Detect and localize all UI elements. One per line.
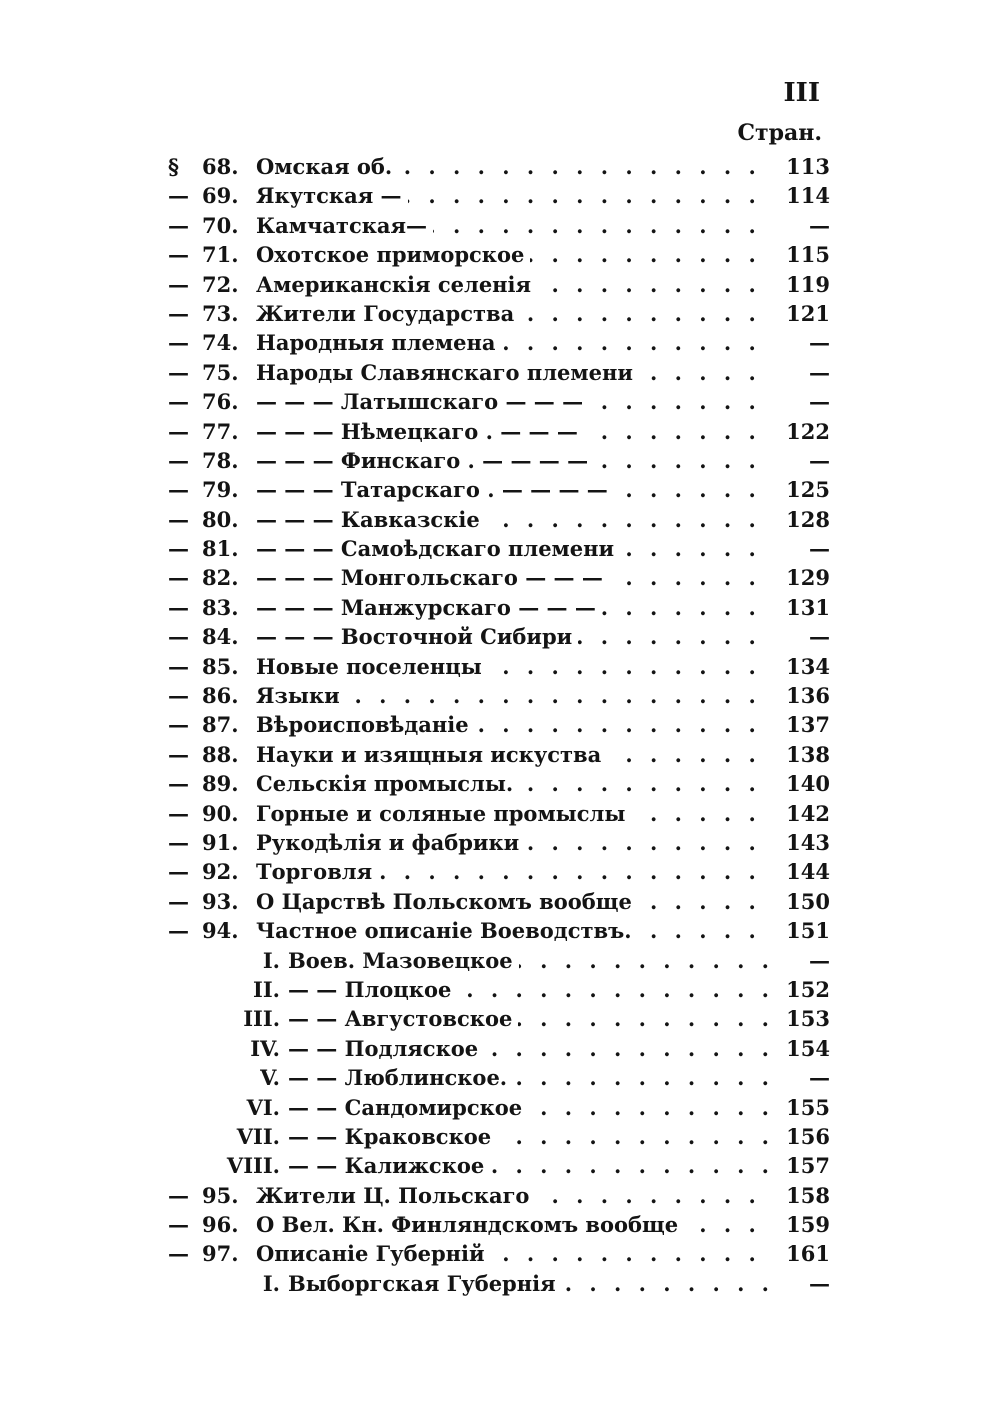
toc-title: Науки и изящныя искуства bbox=[256, 742, 607, 767]
toc-subentry bbox=[220, 946, 772, 975]
toc-entry bbox=[168, 622, 830, 651]
toc-title-cell bbox=[256, 1210, 772, 1239]
toc-entry bbox=[168, 152, 830, 181]
toc-mark: — bbox=[168, 565, 189, 591]
toc-page-number: — bbox=[809, 359, 830, 385]
toc-page-number: — bbox=[809, 1065, 830, 1091]
toc-mark: — bbox=[168, 888, 189, 914]
toc-entry bbox=[168, 563, 830, 592]
toc-entry bbox=[168, 270, 830, 299]
toc-subentry bbox=[220, 1122, 772, 1151]
toc-title-cell bbox=[256, 181, 772, 210]
toc-page-number: 161 bbox=[786, 1241, 830, 1267]
toc-entry bbox=[168, 857, 830, 886]
toc-title: Камчатская— bbox=[256, 213, 433, 238]
toc-title: Языки bbox=[256, 683, 346, 708]
toc-roman-numeral: VII. bbox=[236, 1123, 280, 1149]
toc-title: — — — Самоѣдскаго племени bbox=[256, 536, 620, 561]
toc-title-cell bbox=[256, 1239, 772, 1268]
toc-entry bbox=[168, 1122, 830, 1151]
toc-subentry bbox=[220, 1063, 772, 1092]
toc-section-number: 72. bbox=[202, 271, 239, 297]
toc-subentry bbox=[220, 1269, 772, 1298]
toc-entry bbox=[168, 946, 830, 975]
toc-section-number: 84. bbox=[202, 624, 239, 650]
toc-title: Новые поселенцы bbox=[256, 654, 488, 679]
toc-entry bbox=[168, 475, 830, 504]
toc-entry bbox=[168, 1181, 830, 1210]
toc-entry bbox=[168, 1034, 830, 1063]
toc-title-cell bbox=[256, 710, 772, 739]
toc-title-cell bbox=[256, 593, 772, 622]
toc-roman-numeral: VIII. bbox=[226, 1153, 280, 1179]
toc-title: — — — Татарскаго . — — — — bbox=[256, 477, 614, 502]
toc-title-cell bbox=[256, 799, 772, 828]
toc-title-cell bbox=[256, 211, 772, 240]
toc-entry bbox=[168, 299, 830, 328]
toc-title: — — Люблинское. bbox=[288, 1065, 508, 1091]
toc-title-cell bbox=[256, 505, 772, 534]
toc-title: Вѣроисповѣданіе bbox=[256, 712, 475, 737]
toc-title-cell bbox=[256, 446, 772, 475]
toc-page-number: — bbox=[809, 947, 830, 973]
toc-entry bbox=[168, 681, 830, 710]
toc-page-number: — bbox=[809, 1270, 830, 1296]
toc-title: Сельскія промыслы. bbox=[256, 771, 519, 796]
toc-entry bbox=[168, 1269, 830, 1298]
toc-page-number: 125 bbox=[786, 477, 830, 503]
toc-mark: — bbox=[168, 683, 189, 709]
toc-mark: § bbox=[168, 154, 179, 179]
toc-mark: — bbox=[168, 741, 189, 767]
toc-mark: — bbox=[168, 1182, 189, 1208]
toc-entry bbox=[168, 652, 830, 681]
toc-section-number: 79. bbox=[202, 477, 239, 503]
toc-page-number: 159 bbox=[786, 1212, 830, 1238]
toc-section-number: 90. bbox=[202, 800, 239, 826]
toc-mark: — bbox=[168, 330, 189, 356]
toc-page-number: 140 bbox=[786, 771, 830, 797]
toc-entry bbox=[168, 1210, 830, 1239]
toc-entry bbox=[168, 1063, 830, 1092]
toc-page-number: 154 bbox=[786, 1035, 830, 1061]
toc-section-number: 93. bbox=[202, 888, 239, 914]
toc-section-number: 92. bbox=[202, 859, 239, 885]
toc-section-number: 88. bbox=[202, 741, 239, 767]
toc-section-number: 89. bbox=[202, 771, 239, 797]
toc-subentry bbox=[220, 1034, 772, 1063]
toc-section-number: 87. bbox=[202, 712, 239, 738]
table-of-contents bbox=[168, 152, 830, 1298]
page-column-header: Стран. bbox=[737, 120, 822, 146]
toc-title: Рукодѣлія и фабрики bbox=[256, 830, 525, 855]
toc-page-number: 129 bbox=[786, 565, 830, 591]
toc-mark: — bbox=[168, 183, 189, 209]
toc-title-cell bbox=[256, 857, 772, 886]
toc-title: Частное описаніе Воеводствъ. bbox=[256, 918, 638, 943]
toc-mark: — bbox=[168, 771, 189, 797]
toc-page-number: 150 bbox=[786, 888, 830, 914]
toc-title: Народы Славянскаго племени bbox=[256, 360, 639, 385]
toc-entry bbox=[168, 1004, 830, 1033]
toc-mark: — bbox=[168, 1212, 189, 1238]
toc-title: — — Калижское bbox=[288, 1153, 485, 1179]
toc-page-number: 144 bbox=[786, 859, 830, 885]
toc-mark: — bbox=[168, 800, 189, 826]
toc-title-cell bbox=[256, 681, 772, 710]
toc-mark: — bbox=[168, 712, 189, 738]
toc-page-number: — bbox=[809, 624, 830, 650]
toc-title: Американскія селенія bbox=[256, 272, 537, 297]
toc-page-number: 113 bbox=[786, 154, 830, 179]
toc-section-number: 69. bbox=[202, 183, 239, 209]
toc-section-number: 81. bbox=[202, 536, 239, 562]
toc-entry bbox=[168, 1093, 830, 1122]
toc-title-cell bbox=[256, 916, 772, 945]
toc-title: — — Подляское bbox=[288, 1035, 479, 1061]
toc-subentry bbox=[220, 1004, 772, 1033]
toc-entry bbox=[168, 799, 830, 828]
toc-page-number: 119 bbox=[786, 271, 830, 297]
toc-title: — — Сандомирское bbox=[288, 1094, 523, 1120]
toc-mark: — bbox=[168, 447, 189, 473]
toc-title-cell bbox=[256, 270, 772, 299]
toc-page-number: 142 bbox=[786, 800, 830, 826]
toc-title-cell bbox=[256, 534, 772, 563]
toc-title: — — — Латышскаго — — — bbox=[256, 389, 589, 414]
toc-entry bbox=[168, 446, 830, 475]
toc-title-cell bbox=[256, 652, 772, 681]
toc-entry bbox=[168, 387, 830, 416]
toc-section-number: 76. bbox=[202, 389, 239, 415]
toc-title: — — — Монгольскаго — — — bbox=[256, 565, 609, 590]
toc-mark: — bbox=[168, 389, 189, 415]
toc-page-number: 158 bbox=[786, 1182, 830, 1208]
toc-page-number: — bbox=[809, 212, 830, 238]
toc-page-number: 143 bbox=[786, 829, 830, 855]
toc-title-cell bbox=[256, 887, 772, 916]
toc-mark: — bbox=[168, 536, 189, 562]
toc-subentry bbox=[220, 975, 772, 1004]
toc-page-number: — bbox=[809, 536, 830, 562]
toc-section-number: 94. bbox=[202, 918, 239, 944]
toc-mark: — bbox=[168, 624, 189, 650]
toc-page-number: 128 bbox=[786, 506, 830, 532]
toc-roman-numeral: IV. bbox=[250, 1035, 280, 1061]
toc-title-cell bbox=[256, 152, 772, 181]
toc-mark: — bbox=[168, 859, 189, 885]
toc-mark: — bbox=[168, 212, 189, 238]
toc-title: Выборгская Губернія bbox=[288, 1270, 556, 1296]
toc-title: — — — Кавказскіе bbox=[256, 507, 486, 532]
toc-title-cell bbox=[256, 240, 772, 269]
toc-entry bbox=[168, 916, 830, 945]
toc-entry bbox=[168, 240, 830, 269]
toc-mark: — bbox=[168, 418, 189, 444]
toc-page-number: 152 bbox=[786, 976, 830, 1002]
toc-section-number: 86. bbox=[202, 683, 239, 709]
toc-mark: — bbox=[168, 829, 189, 855]
toc-title-cell bbox=[256, 299, 772, 328]
toc-page-number: — bbox=[809, 389, 830, 415]
toc-section-number: 77. bbox=[202, 418, 239, 444]
toc-entry bbox=[168, 358, 830, 387]
toc-title: — — Краковское bbox=[288, 1123, 492, 1149]
toc-roman-numeral: VI. bbox=[246, 1094, 280, 1120]
toc-mark: — bbox=[168, 477, 189, 503]
toc-title: Жители Ц. Польскаго bbox=[256, 1183, 535, 1208]
toc-title-cell bbox=[256, 1181, 772, 1210]
toc-title: — — Плоцкое bbox=[288, 976, 452, 1002]
toc-mark: — bbox=[168, 1241, 189, 1267]
toc-page-number: 114 bbox=[786, 183, 830, 209]
toc-section-number: 96. bbox=[202, 1212, 239, 1238]
toc-page-number: — bbox=[809, 447, 830, 473]
toc-page-number: 131 bbox=[786, 594, 830, 620]
toc-page-number: 115 bbox=[786, 242, 830, 268]
toc-page-number: 151 bbox=[786, 918, 830, 944]
toc-page-number: 137 bbox=[786, 712, 830, 738]
toc-section-number: 75. bbox=[202, 359, 239, 385]
toc-page-number: 156 bbox=[786, 1123, 830, 1149]
toc-page-number: 121 bbox=[786, 300, 830, 326]
toc-page-number: 155 bbox=[786, 1094, 830, 1120]
toc-mark: — bbox=[168, 653, 189, 679]
toc-title-cell bbox=[256, 828, 772, 857]
toc-subentry bbox=[220, 1093, 772, 1122]
toc-section-number: 97. bbox=[202, 1241, 239, 1267]
toc-section-number: 85. bbox=[202, 653, 239, 679]
toc-title: — — Августовское bbox=[288, 1006, 513, 1032]
toc-section-number: 80. bbox=[202, 506, 239, 532]
toc-section-number: 70. bbox=[202, 212, 239, 238]
toc-entry bbox=[168, 975, 830, 1004]
toc-section-number: 68. bbox=[202, 154, 239, 179]
toc-section-number: 95. bbox=[202, 1182, 239, 1208]
toc-entry bbox=[168, 710, 830, 739]
toc-page-number: 153 bbox=[786, 1006, 830, 1032]
toc-section-number: 71. bbox=[202, 242, 239, 268]
toc-entry bbox=[168, 534, 830, 563]
toc-entry bbox=[168, 1239, 830, 1268]
toc-section-number: 83. bbox=[202, 594, 239, 620]
toc-title-cell bbox=[256, 622, 772, 651]
toc-roman-numeral: I. bbox=[262, 1270, 280, 1296]
toc-page-number: 122 bbox=[786, 418, 830, 444]
toc-mark: — bbox=[168, 271, 189, 297]
toc-title-cell bbox=[256, 387, 772, 416]
toc-title: Жители Государства bbox=[256, 301, 520, 326]
toc-entry bbox=[168, 505, 830, 534]
toc-section-number: 91. bbox=[202, 829, 239, 855]
toc-subentry bbox=[220, 1151, 772, 1180]
toc-title: — — — Манжурскаго — — — bbox=[256, 595, 602, 620]
toc-roman-numeral: V. bbox=[260, 1065, 280, 1091]
toc-mark: — bbox=[168, 242, 189, 268]
toc-page-number: — bbox=[809, 330, 830, 356]
toc-title: — — — Восточной Сибири bbox=[256, 624, 578, 649]
toc-entry bbox=[168, 769, 830, 798]
toc-title: — — — Финскаго . — — — — bbox=[256, 448, 594, 473]
toc-title-cell bbox=[256, 328, 772, 357]
toc-mark: — bbox=[168, 918, 189, 944]
toc-roman-numeral: I. bbox=[262, 947, 280, 973]
toc-title: Описаніе Губерній bbox=[256, 1241, 491, 1266]
toc-section-number: 78. bbox=[202, 447, 239, 473]
toc-title: О Царствѣ Польскомъ вообще bbox=[256, 889, 638, 914]
toc-section-number: 82. bbox=[202, 565, 239, 591]
toc-title-cell bbox=[256, 475, 772, 504]
toc-roman-numeral: III. bbox=[243, 1006, 280, 1032]
toc-page-number: 136 bbox=[786, 683, 830, 709]
toc-entry bbox=[168, 887, 830, 916]
toc-title-cell bbox=[256, 358, 772, 387]
toc-title: — — — Нѣмецкаго . — — — bbox=[256, 419, 584, 444]
toc-roman-numeral: II. bbox=[253, 976, 280, 1002]
toc-entry bbox=[168, 181, 830, 210]
toc-entry bbox=[168, 417, 830, 446]
toc-section-number: 74. bbox=[202, 330, 239, 356]
toc-entry bbox=[168, 211, 830, 240]
toc-mark: — bbox=[168, 594, 189, 620]
toc-title: Горные и соляные промыслы bbox=[256, 801, 631, 826]
toc-title: Народныя племена bbox=[256, 330, 502, 355]
toc-section-number: 73. bbox=[202, 300, 239, 326]
toc-title: Якутская — bbox=[256, 183, 408, 208]
toc-page-number: 157 bbox=[786, 1153, 830, 1179]
toc-page-number: 134 bbox=[786, 653, 830, 679]
toc-title-cell bbox=[256, 769, 772, 798]
toc-title: О Вел. Кн. Финляндскомъ вообще bbox=[256, 1212, 684, 1237]
toc-title: Омская об. bbox=[256, 154, 398, 179]
toc-title: Воев. Мазовецкое bbox=[288, 947, 513, 973]
toc-title-cell bbox=[256, 417, 772, 446]
toc-title-cell bbox=[256, 740, 772, 769]
toc-mark: — bbox=[168, 300, 189, 326]
toc-page-number: 138 bbox=[786, 741, 830, 767]
toc-entry bbox=[168, 1151, 830, 1180]
toc-mark: — bbox=[168, 359, 189, 385]
toc-title-cell bbox=[256, 563, 772, 592]
toc-entry bbox=[168, 828, 830, 857]
toc-title: Торговля bbox=[256, 859, 378, 884]
toc-mark: — bbox=[168, 506, 189, 532]
toc-entry bbox=[168, 593, 830, 622]
toc-title: Охотское приморское bbox=[256, 242, 530, 267]
page-number: III bbox=[783, 78, 820, 108]
toc-entry bbox=[168, 740, 830, 769]
toc-entry bbox=[168, 328, 830, 357]
